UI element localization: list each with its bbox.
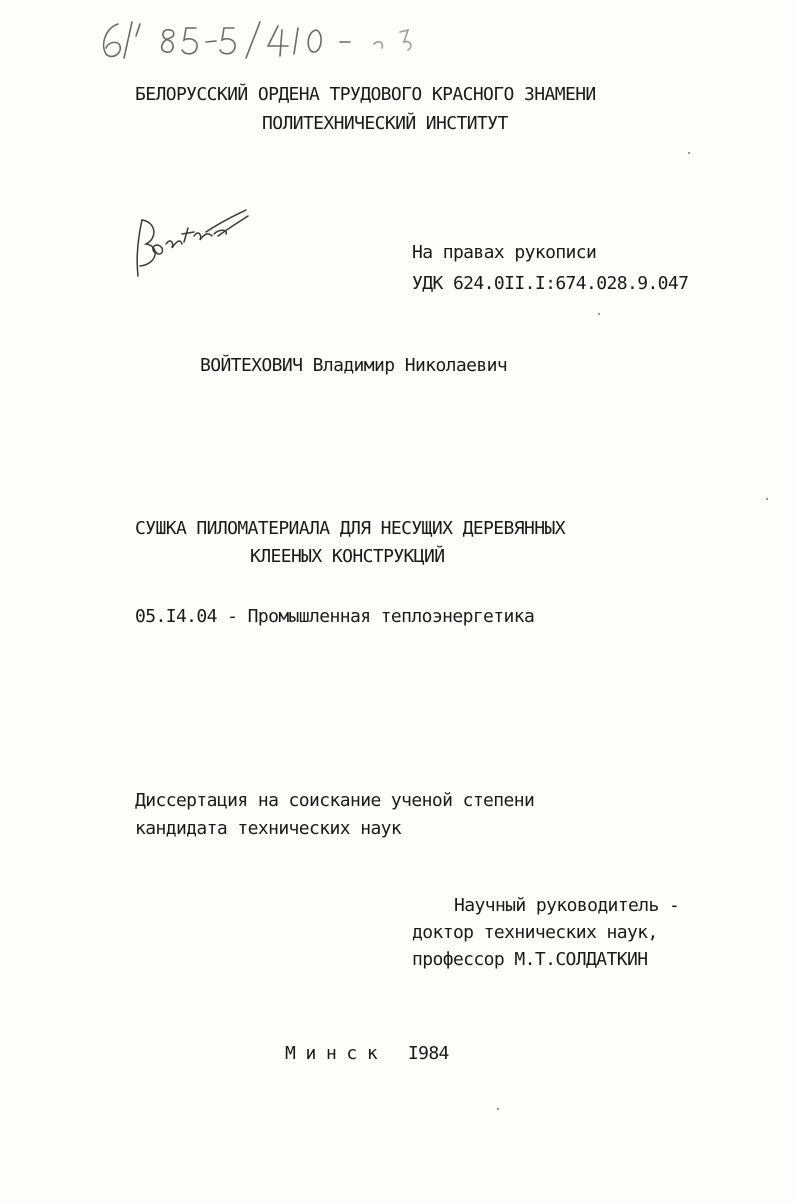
institution-line-2: ПОЛИТЕХНИЧЕСКИЙ ИНСТИТУТ [262,113,508,134]
supervisor-line-3: профессор М.Т.СОЛДАТКИН [412,949,648,970]
title-line-2: КЛЕЕНЫХ КОНСТРУКЦИЙ [250,546,445,567]
institution-line-1: БЕЛОРУССКИЙ ОРДЕНА ТРУДОВОГО КРАСНОГО ЗНАМЕНИ [135,84,596,105]
scan-speck [598,313,600,315]
degree-line-1: Диссертация на соискание ученой степени [135,790,535,811]
archive-mark-handwriting [92,14,432,66]
scan-speck [766,498,768,500]
manuscript-rights: На правах рукописи [412,242,597,263]
udc-code: УДК 624.0II.I:674.028.9.047 [412,273,689,294]
city-year: М и н с к I984 [285,1043,449,1064]
scan-speck [688,152,690,154]
title-line-1: СУШКА ПИЛОМАТЕРИАЛА ДЛЯ НЕСУЩИХ ДЕРЕВЯННЫХ [135,518,565,539]
scan-speck [497,1108,499,1110]
author-name: ВОЙТЕХОВИЧ Владимир Николаевич [200,355,508,376]
degree-line-2: кандидата технических наук [135,818,402,839]
supervisor-line-1: Научный руководитель - [454,895,680,916]
supervisor-line-2: доктор технических наук, [412,922,658,943]
specialty-code: 05.I4.04 - Промышленная теплоэнергетика [135,606,535,627]
signature-handwriting [128,202,258,284]
